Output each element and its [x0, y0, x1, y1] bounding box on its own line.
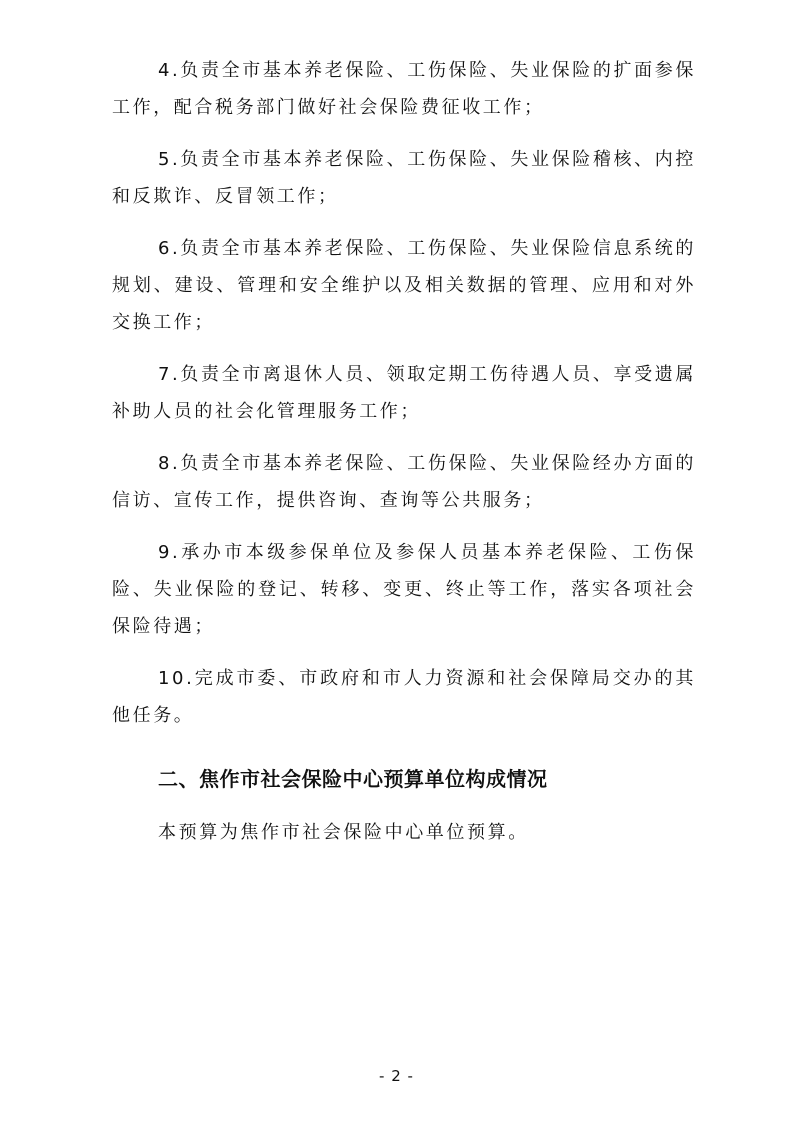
page-number: - 2 - — [379, 1067, 414, 1085]
list-item: 5.负责全市基本养老保险、工伤保险、失业保险稽核、内控和反欺诈、反冒领工作； — [112, 149, 696, 207]
section-heading: 二、焦作市社会保险中心预算单位构成情况 — [158, 767, 548, 791]
list-item: 6.负责全市基本养老保险、工伤保险、失业保险信息系统的规划、建设、管理和安全维护以及相关数据的管理、应用和对外交换工作； — [112, 238, 696, 333]
list-item: 7.负责全市离退休人员、领取定期工伤待遇人员、享受遗属补助人员的社会化管理服务工作； — [112, 364, 696, 422]
section-body: 本预算为焦作市社会保险中心单位预算。 — [158, 822, 529, 843]
document-body — [112, 52, 696, 851]
list-item: 8.负责全市基本养老保险、工伤保险、失业保险经办方面的信访、宣传工作，提供咨询、查询等公共服务； — [112, 453, 696, 511]
list-item: 9.承办市本级参保单位及参保人员基本养老保险、工伤保险、失业保险的登记、转移、变更、终止等工作，落实各项社会保险待遇； — [112, 542, 696, 637]
list-item: 10.完成市委、市政府和市人力资源和社会保障局交办的其他任务。 — [112, 668, 696, 726]
list-item: 4.负责全市基本养老保险、工伤保险、失业保险的扩面参保工作，配合税务部门做好社会保险费征收工作； — [112, 60, 696, 118]
